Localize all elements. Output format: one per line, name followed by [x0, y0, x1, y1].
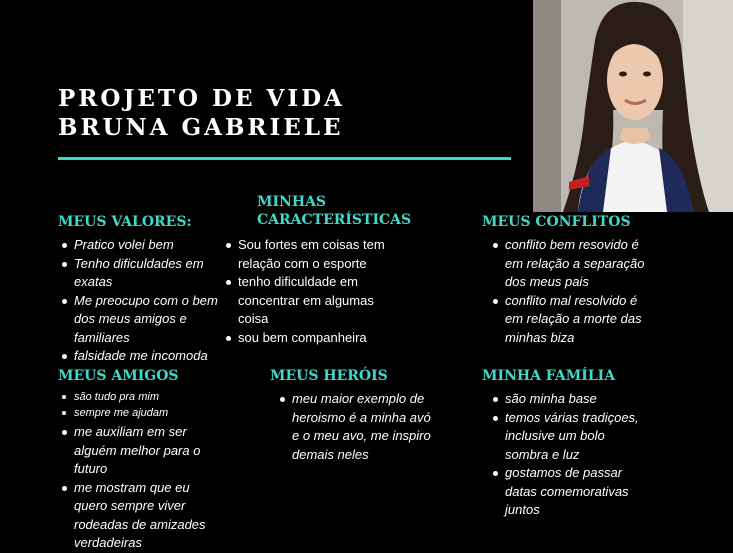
herois-list: [276, 390, 436, 464]
caracteristicas-heading-line-2: CARACTERÍSTICAS: [257, 212, 412, 228]
conflitos-list: [489, 236, 649, 347]
amigos-list-short: [58, 389, 218, 421]
valores-list: [58, 236, 223, 366]
list-item: me auxiliam em ser alguém melhor para o futuro: [58, 423, 218, 479]
title-line-1: PROJETO DE VIDA: [58, 85, 345, 112]
list-item: temos várias tradiçoes, inclusive um bolo sombra e luz: [489, 409, 649, 465]
conflitos-heading: MEUS CONFLITOS: [482, 214, 631, 230]
caracteristicas-heading-line-1: MINHAS: [257, 194, 327, 210]
familia-heading: MINHA FAMÍLIA: [482, 368, 616, 384]
list-item: Me preocupo com o bem dos meus amigos e familiares: [58, 292, 223, 348]
list-item: Tenho dificuldades em exatas: [58, 255, 223, 292]
list-item: gostamos de passar datas comemorativas juntos: [489, 464, 649, 520]
list-item: falsidade me incomoda: [58, 347, 223, 366]
caracteristicas-heading: [257, 193, 411, 229]
list-item: tenho dificuldade em concentrar em algumas coisa: [222, 273, 402, 329]
svg-text:GLOBAL: GLOBAL: [573, 191, 594, 197]
amigos-heading: MEUS AMIGOS: [58, 368, 179, 384]
list-item: Pratico volei bem: [58, 236, 223, 255]
title-line-2: BRUNA GABRIELE: [58, 114, 344, 141]
familia-list: [489, 390, 649, 520]
portrait-photo: [533, 0, 733, 212]
list-item: meu maior exemplo de heroismo é a minha avó e o meu avo, me inspiro demais neles: [276, 390, 436, 464]
list-item: me mostram que eu quero sempre viver rodeadas de amizades verdadeiras: [58, 479, 218, 553]
list-item: sou bem companheira: [222, 329, 402, 348]
list-item: Sou fortes em coisas tem relação com o esporte: [222, 236, 402, 273]
page-title: [58, 84, 345, 142]
list-item: são minha base: [489, 390, 649, 409]
title-divider: [58, 157, 511, 160]
list-item: são tudo pra mim: [58, 389, 218, 405]
amigos-list: [58, 423, 218, 553]
list-item: sempre me ajudam: [58, 405, 218, 421]
caracteristicas-list: [222, 236, 402, 347]
herois-heading: MEUS HERÓIS: [270, 368, 388, 384]
list-item: conflito mal resolvido é em relação a morte das minhas biza: [489, 292, 649, 348]
valores-heading: MEUS VALORES:: [58, 214, 192, 230]
list-item: conflito bem resovido é em relação a separação dos meus pais: [489, 236, 649, 292]
